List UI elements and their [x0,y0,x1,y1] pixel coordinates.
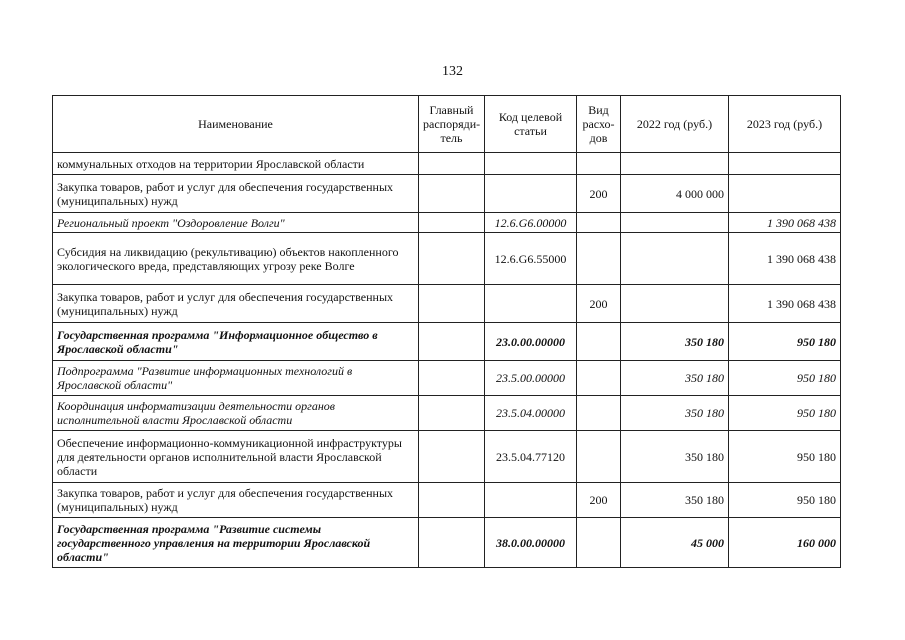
table-row [53,153,841,175]
cell-expense-type [577,323,621,361]
cell-2022: 350 180 [621,361,729,396]
cell-name: Закупка товаров, работ и услуг для обеспечения государственных (муниципальных) нужд [53,285,419,323]
cell-code: 12.6.G6.55000 [485,233,577,285]
cell-manager [419,175,485,213]
table-row [53,323,841,361]
cell-2023: 950 180 [729,323,841,361]
cell-code: 23.0.00.00000 [485,323,577,361]
cell-2022 [621,233,729,285]
cell-code [485,153,577,175]
cell-expense-type [577,233,621,285]
cell-2022: 350 180 [621,323,729,361]
table-row [53,431,841,483]
cell-code: 38.0.00.00000 [485,518,577,568]
cell-manager [419,518,485,568]
cell-name: Субсидия на ликвидацию (рекультивацию) объектов накопленного экологического вреда, представляющих угрозу реке Волге [53,233,419,285]
cell-manager [419,396,485,431]
cell-expense-type [577,361,621,396]
cell-code: 23.5.04.77120 [485,431,577,483]
cell-manager [419,431,485,483]
cell-code: 23.5.00.00000 [485,361,577,396]
cell-name: Закупка товаров, работ и услуг для обеспечения государственных (муниципальных) нужд [53,175,419,213]
cell-2023: 1 390 068 438 [729,233,841,285]
table-row [53,285,841,323]
table-row [53,361,841,396]
cell-name: коммунальных отходов на территории Ярославской области [53,153,419,175]
table-row [53,396,841,431]
header-code: Код целевой статьи [485,96,577,153]
cell-expense-type [577,396,621,431]
cell-2022 [621,153,729,175]
cell-expense-type: 200 [577,483,621,518]
cell-expense-type: 200 [577,175,621,213]
cell-2023: 1 390 068 438 [729,285,841,323]
header-expense-type: Вид расхо-дов [577,96,621,153]
cell-code [485,285,577,323]
cell-manager [419,153,485,175]
cell-name: Государственная программа "Информационное общество в Ярославской области" [53,323,419,361]
cell-name: Координация информатизации деятельности органов исполнительной власти Ярославской области [53,396,419,431]
cell-expense-type [577,431,621,483]
page-number: 132 [442,64,463,79]
cell-expense-type [577,153,621,175]
cell-2022: 350 180 [621,483,729,518]
table-row [53,483,841,518]
cell-2023 [729,175,841,213]
header-2022: 2022 год (руб.) [621,96,729,153]
cell-expense-type [577,518,621,568]
cell-name: Государственная программа "Развитие системы государственного управления на территории Ярославской области" [53,518,419,568]
table-row [53,175,841,213]
cell-2023: 1 390 068 438 [729,213,841,233]
cell-manager [419,233,485,285]
cell-2022 [621,285,729,323]
header-manager: Главный распоряди-тель [419,96,485,153]
table-row [53,518,841,568]
cell-code: 23.5.04.00000 [485,396,577,431]
budget-table [52,95,841,568]
cell-manager [419,323,485,361]
cell-code: 12.6.G6.00000 [485,213,577,233]
cell-2023: 160 000 [729,518,841,568]
cell-manager [419,213,485,233]
cell-2023: 950 180 [729,361,841,396]
cell-manager [419,285,485,323]
header-2023: 2023 год (руб.) [729,96,841,153]
cell-name: Обеспечение информационно-коммуникационной инфраструктуры для деятельности органов исполнительной власти Ярославской области [53,431,419,483]
cell-name: Закупка товаров, работ и услуг для обеспечения государственных (муниципальных) нужд [53,483,419,518]
cell-2023: 950 180 [729,483,841,518]
cell-name: Региональный проект "Оздоровление Волги" [53,213,419,233]
table-header-row [53,96,841,153]
cell-2023: 950 180 [729,396,841,431]
cell-2022: 4 000 000 [621,175,729,213]
cell-expense-type [577,213,621,233]
cell-name: Подпрограмма "Развитие информационных технологий в Ярославской области" [53,361,419,396]
table-row [53,233,841,285]
cell-code [485,175,577,213]
cell-2022: 350 180 [621,396,729,431]
cell-manager [419,483,485,518]
cell-2022: 45 000 [621,518,729,568]
cell-manager [419,361,485,396]
cell-2023: 950 180 [729,431,841,483]
header-name: Наименование [53,96,419,153]
cell-2022: 350 180 [621,431,729,483]
cell-2023 [729,153,841,175]
table-row [53,213,841,233]
cell-code [485,483,577,518]
cell-2022 [621,213,729,233]
cell-expense-type: 200 [577,285,621,323]
